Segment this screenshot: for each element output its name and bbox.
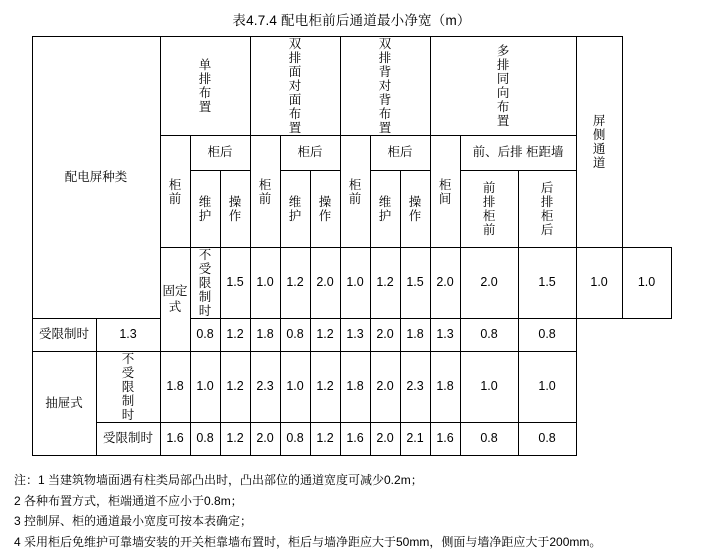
cell-value: 1.0 bbox=[340, 248, 370, 319]
cell-value: 2.0 bbox=[370, 423, 400, 456]
cell-value: 1.0 bbox=[460, 352, 518, 423]
col-label-front-2: 柜 前 bbox=[258, 177, 272, 206]
row-type-label: 抽屉式 bbox=[45, 395, 83, 410]
cell-value: 1.8 bbox=[250, 319, 280, 352]
subgroup-label-distance-to-wall: 前、后排 柜距墙 bbox=[472, 145, 564, 160]
col-header-front-row-front bbox=[460, 171, 518, 248]
row-type-label: 固定式 bbox=[162, 283, 188, 314]
col-header-front-1 bbox=[160, 136, 190, 248]
row-condition-unrestricted bbox=[190, 248, 220, 319]
data-table bbox=[32, 36, 672, 456]
row-condition-restricted bbox=[32, 319, 96, 352]
col-label-between-cabinets: 柜 间 bbox=[438, 177, 452, 206]
col-label-maintenance-1: 维 护 bbox=[198, 195, 212, 223]
cell-value: 2.3 bbox=[400, 352, 430, 423]
row-condition-label: 不 受 限 制 时 bbox=[121, 352, 135, 422]
col-header-operation-2 bbox=[310, 171, 340, 248]
cell-value: 1.3 bbox=[340, 319, 370, 352]
cell-value: 0.8 bbox=[518, 319, 576, 352]
col-label-maintenance-3: 维 护 bbox=[378, 195, 392, 223]
cell-value: 2.0 bbox=[370, 352, 400, 423]
col-header-maintenance-2 bbox=[280, 171, 310, 248]
group-label-multi-row: 多 排 同 向 布 置 bbox=[496, 44, 510, 128]
cell-value: 1.0 bbox=[518, 352, 576, 423]
col-label-front-row-front: 前 排 柜 前 bbox=[482, 181, 496, 237]
cell-value: 1.6 bbox=[430, 423, 460, 456]
cell-value: 2.1 bbox=[400, 423, 430, 456]
cell-value: 1.2 bbox=[220, 319, 250, 352]
cell-value: 1.2 bbox=[370, 248, 400, 319]
col-header-between-cabinets bbox=[430, 136, 460, 248]
cell-value: 1.3 bbox=[96, 319, 160, 352]
subgroup-label-behind-3: 柜后 bbox=[387, 145, 413, 160]
page-title: 表4.7.4 配电柜前后通道最小净宽（m） bbox=[232, 13, 471, 28]
cell-value: 2.3 bbox=[250, 352, 280, 423]
col-header-back-row-back bbox=[518, 171, 576, 248]
table-row bbox=[32, 352, 671, 423]
group-header-face-to-face bbox=[250, 37, 340, 136]
cell-value: 0.8 bbox=[460, 423, 518, 456]
cell-value: 1.2 bbox=[310, 319, 340, 352]
cell-value: 0.8 bbox=[460, 319, 518, 352]
row-header-label-cell bbox=[32, 37, 160, 319]
cell-value: 1.2 bbox=[310, 423, 340, 456]
cell-value: 1.5 bbox=[400, 248, 430, 319]
cell-value: 1.8 bbox=[430, 352, 460, 423]
group-label-single-row: 单 排 布 置 bbox=[198, 58, 212, 114]
subgroup-header-distance-to-wall bbox=[460, 136, 576, 171]
table-notes bbox=[0, 456, 703, 553]
cell-value: 1.0 bbox=[190, 352, 220, 423]
cell-value: 1.2 bbox=[220, 352, 250, 423]
cell-value: 1.8 bbox=[400, 319, 430, 352]
group-header-back-to-back bbox=[340, 37, 430, 136]
note-item: 4 采用柜后免维护可靠墙安装的开关柜靠墙布置时，柜后与墙净距应大于50mm，侧面与墙净距应大于200mm。 bbox=[14, 534, 602, 549]
cell-value: 1.6 bbox=[340, 423, 370, 456]
cell-value: 0.8 bbox=[190, 423, 220, 456]
col-label-operation-3: 操 作 bbox=[408, 195, 422, 223]
cell-value: 1.2 bbox=[310, 352, 340, 423]
row-type-drawer bbox=[32, 352, 96, 456]
table-header-row-groups bbox=[32, 37, 671, 136]
cell-value: 1.0 bbox=[622, 248, 671, 319]
subgroup-label-behind-1: 柜后 bbox=[207, 145, 233, 160]
group-header-multi-row bbox=[430, 37, 576, 136]
table-row bbox=[32, 319, 671, 352]
cell-value: 2.0 bbox=[430, 248, 460, 319]
row-condition-restricted bbox=[96, 423, 160, 456]
subgroup-header-behind-2 bbox=[280, 136, 340, 171]
cell-value: 0.8 bbox=[280, 423, 310, 456]
cell-value: 1.0 bbox=[250, 248, 280, 319]
cell-value: 1.0 bbox=[280, 352, 310, 423]
cell-value: 1.5 bbox=[220, 248, 250, 319]
cell-value: 0.8 bbox=[280, 319, 310, 352]
cell-value: 2.0 bbox=[370, 319, 400, 352]
group-label-face-to-face: 双 排 面 对 面 布 置 bbox=[288, 37, 302, 135]
header-side-aisle-label: 屏 侧 通 道 bbox=[592, 114, 606, 170]
cell-value: 1.0 bbox=[576, 248, 622, 319]
col-label-operation-2: 操 作 bbox=[318, 195, 332, 223]
note-item: 2 各种布置方式，柜端通道不应小于0.8m； bbox=[14, 493, 243, 508]
cell-value: 2.0 bbox=[310, 248, 340, 319]
col-label-maintenance-2: 维 护 bbox=[288, 195, 302, 223]
cell-value: 2.0 bbox=[250, 423, 280, 456]
subgroup-label-behind-2: 柜后 bbox=[297, 145, 323, 160]
cell-value: 1.5 bbox=[518, 248, 576, 319]
subgroup-header-behind-1 bbox=[190, 136, 250, 171]
cell-value: 1.8 bbox=[340, 352, 370, 423]
row-type-fixed bbox=[160, 248, 190, 352]
cell-value: 2.0 bbox=[460, 248, 518, 319]
col-label-front-1: 柜 前 bbox=[168, 177, 182, 206]
note-item: 注：1 当建筑物墙面遇有柱类局部凸出时，凸出部位的通道宽度可减少0.2m； bbox=[14, 473, 423, 487]
row-condition-label: 受限制时 bbox=[103, 431, 154, 446]
cell-value: 0.8 bbox=[518, 423, 576, 456]
col-header-front-3 bbox=[340, 136, 370, 248]
col-header-maintenance-1 bbox=[190, 171, 220, 248]
cell-value: 1.6 bbox=[160, 423, 190, 456]
col-header-maintenance-3 bbox=[370, 171, 400, 248]
table-row bbox=[32, 423, 671, 456]
cell-value: 1.2 bbox=[220, 423, 250, 456]
group-header-single-row bbox=[160, 37, 250, 136]
col-label-back-row-back: 后 排 柜 后 bbox=[540, 181, 554, 237]
col-label-front-3: 柜 前 bbox=[348, 177, 362, 206]
row-condition-label: 受限制时 bbox=[38, 327, 89, 342]
row-condition-unrestricted bbox=[96, 352, 160, 423]
cell-value: 1.3 bbox=[430, 319, 460, 352]
cell-value: 1.8 bbox=[160, 352, 190, 423]
note-item: 3 控制屏、柜的通道最小宽度可按本表确定； bbox=[14, 514, 253, 529]
col-header-operation-3 bbox=[400, 171, 430, 248]
cell-value: 0.8 bbox=[190, 319, 220, 352]
group-label-back-to-back: 双 排 背 对 背 布 置 bbox=[378, 37, 392, 135]
subgroup-header-behind-3 bbox=[370, 136, 430, 171]
row-header-label: 配电屏种类 bbox=[64, 169, 128, 184]
header-side-aisle bbox=[576, 37, 622, 248]
col-label-operation-1: 操 作 bbox=[228, 195, 242, 223]
col-header-operation-1 bbox=[220, 171, 250, 248]
cell-value: 1.2 bbox=[280, 248, 310, 319]
col-header-front-2 bbox=[250, 136, 280, 248]
row-condition-label: 不 受 限 制 时 bbox=[198, 248, 212, 318]
